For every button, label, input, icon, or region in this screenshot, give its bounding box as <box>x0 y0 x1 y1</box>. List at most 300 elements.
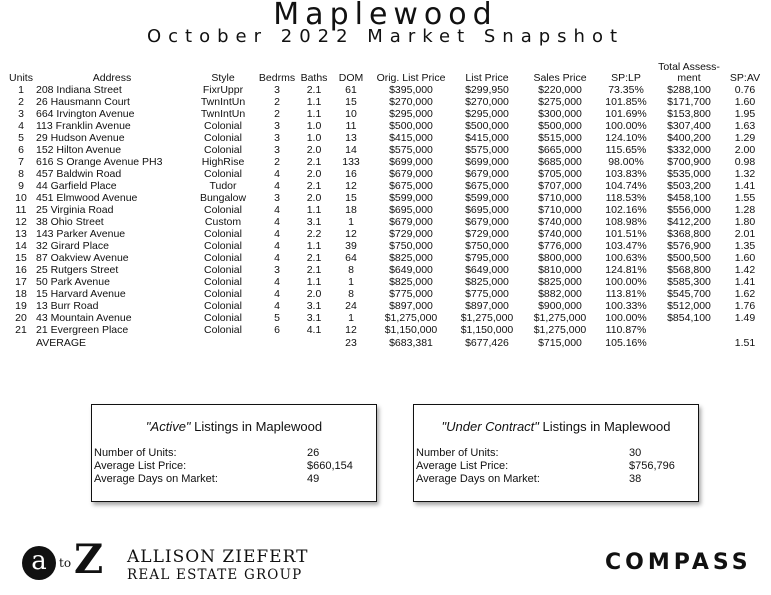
cell-baths: 1.1 <box>306 108 322 120</box>
cell-unit-number: 17 <box>15 276 27 288</box>
cell-sp-av: 1.42 <box>734 264 756 276</box>
cell-total-assessment: $545,700 <box>667 288 711 300</box>
brand-name: ALLISON ZIEFERT <box>127 547 309 567</box>
cell-sp-av: 1.95 <box>734 108 756 120</box>
cell-baths: 2.1 <box>306 84 322 96</box>
cell-sales-price: $740,000 <box>538 216 582 228</box>
cell-dom: 1 <box>348 312 354 324</box>
cell-sp-av: 0.76 <box>734 84 756 96</box>
cell-list-price: $649,000 <box>465 264 509 276</box>
cell-total-assessment: $458,100 <box>667 192 711 204</box>
cell-sales-price: $710,000 <box>538 204 582 216</box>
cell-bedrooms: 5 <box>274 312 280 324</box>
contract-avg-price-label: Average List Price: <box>416 460 509 472</box>
cell-sp-lp: 108.98% <box>605 216 647 228</box>
cell-sales-price: $500,000 <box>538 120 582 132</box>
cell-total-assessment: $412,200 <box>667 216 711 228</box>
cell-sp-av: 1.55 <box>734 192 756 204</box>
table-row <box>6 228 766 240</box>
cell-bedrooms: 4 <box>274 240 280 252</box>
cell-style: Colonial <box>204 252 242 264</box>
cell-sp-lp: 73.35% <box>608 84 644 96</box>
col-list-price: List Price <box>465 72 509 84</box>
cell-list-price: $729,000 <box>465 228 509 240</box>
cell-sp-lp: 118.53% <box>605 192 647 204</box>
cell-address: 32 Girard Place <box>36 240 109 252</box>
col-style: Style <box>211 72 235 84</box>
avg-sp-av: 1.51 <box>734 336 756 349</box>
cell-total-assessment: $700,900 <box>667 156 711 168</box>
market-table <box>6 62 766 349</box>
cell-baths: 2.1 <box>306 264 322 276</box>
cell-address: 21 Evergreen Place <box>36 324 129 336</box>
contract-units-label: Number of Units: <box>416 447 499 459</box>
a-to-z-logo-to: to <box>59 556 72 570</box>
cell-bedrooms: 2 <box>274 156 280 168</box>
cell-bedrooms: 3 <box>274 264 280 276</box>
cell-sp-av: 1.63 <box>734 120 756 132</box>
cell-orig-list-price: $729,000 <box>389 228 433 240</box>
cell-sp-av: 1.41 <box>734 276 756 288</box>
cell-dom: 8 <box>348 264 354 276</box>
cell-baths: 2.2 <box>306 228 322 240</box>
cell-orig-list-price: $599,000 <box>389 192 433 204</box>
cell-list-price: $897,000 <box>465 300 509 312</box>
cell-bedrooms: 4 <box>274 300 280 312</box>
col-total-assessment-line2: ment <box>677 72 701 84</box>
active-avg-price-label: Average List Price: <box>94 460 187 472</box>
table-row <box>6 108 766 120</box>
cell-orig-list-price: $679,000 <box>389 168 433 180</box>
cell-dom: 12 <box>345 324 357 336</box>
cell-baths: 2.1 <box>306 180 322 192</box>
cell-style: FixrUppr <box>202 84 244 96</box>
cell-bedrooms: 3 <box>274 144 280 156</box>
cell-sales-price: $300,000 <box>538 108 582 120</box>
cell-sp-lp: 100.00% <box>605 120 647 132</box>
cell-sp-av: 2.01 <box>734 228 756 240</box>
cell-list-price: $415,000 <box>465 132 509 144</box>
cell-total-assessment: $400,200 <box>667 132 711 144</box>
cell-sp-av: 1.60 <box>734 252 756 264</box>
table-row <box>6 216 766 228</box>
table-row <box>6 144 766 156</box>
a-to-z-logo-z: Z <box>74 536 104 583</box>
cell-sp-lp: 100.33% <box>605 300 647 312</box>
cell-orig-list-price: $699,000 <box>389 156 433 168</box>
cell-unit-number: 5 <box>18 132 24 144</box>
cell-sp-av: 1.49 <box>734 312 756 324</box>
contract-avg-dom-value: 38 <box>629 473 642 485</box>
table-row <box>6 324 766 336</box>
cell-dom: 18 <box>345 204 357 216</box>
cell-total-assessment: $512,000 <box>667 300 711 312</box>
cell-bedrooms: 4 <box>274 204 280 216</box>
cell-bedrooms: 4 <box>274 252 280 264</box>
cell-sales-price: $882,000 <box>538 288 582 300</box>
cell-style: Colonial <box>204 132 242 144</box>
contract-units-value: 30 <box>629 447 642 459</box>
cell-sp-av: 1.60 <box>734 96 756 108</box>
cell-unit-number: 7 <box>18 156 24 168</box>
avg-sp-lp: 105.16% <box>605 336 647 349</box>
cell-bedrooms: 4 <box>274 288 280 300</box>
cell-orig-list-price: $675,000 <box>389 180 433 192</box>
cell-orig-list-price: $1,150,000 <box>384 324 438 336</box>
cell-dom: 1 <box>348 216 354 228</box>
cell-unit-number: 12 <box>15 216 27 228</box>
cell-sales-price: $220,000 <box>538 84 582 96</box>
cell-baths: 1.1 <box>306 276 322 288</box>
cell-sp-lp: 101.85% <box>605 96 647 108</box>
a-to-z-logo-circle: a <box>22 546 56 580</box>
cell-sp-lp: 98.00% <box>608 156 644 168</box>
contract-box-title-em: "Under Contract" <box>441 419 539 434</box>
cell-sp-av: 1.28 <box>734 204 756 216</box>
cell-style: Colonial <box>204 168 242 180</box>
table-row <box>6 204 766 216</box>
cell-address: 38 Ohio Street <box>36 216 104 228</box>
cell-address: 451 Elmwood Avenue <box>36 192 138 204</box>
cell-unit-number: 6 <box>18 144 24 156</box>
cell-address: 143 Parker Avenue <box>36 228 126 240</box>
cell-orig-list-price: $825,000 <box>389 276 433 288</box>
contract-box-title-rest: Listings in Maplewood <box>538 419 671 434</box>
active-units-value: 26 <box>307 447 320 459</box>
cell-orig-list-price: $649,000 <box>389 264 433 276</box>
table-row <box>6 96 766 108</box>
cell-address: 50 Park Avenue <box>36 276 110 288</box>
cell-baths: 2.0 <box>306 288 322 300</box>
col-sales-price: Sales Price <box>533 72 587 84</box>
cell-style: Tudor <box>209 180 237 192</box>
cell-dom: 12 <box>345 180 357 192</box>
table-row <box>6 276 766 288</box>
avg-cell-empty <box>188 336 258 349</box>
cell-orig-list-price: $295,000 <box>389 108 433 120</box>
cell-unit-number: 20 <box>15 312 27 324</box>
cell-sp-lp: 103.83% <box>605 168 647 180</box>
cell-sp-av: 1.41 <box>734 180 756 192</box>
cell-total-assessment: $585,300 <box>667 276 711 288</box>
cell-style: HighRise <box>201 156 245 168</box>
cell-address: 457 Baldwin Road <box>36 168 122 180</box>
cell-baths: 1.0 <box>306 132 322 144</box>
cell-bedrooms: 4 <box>274 180 280 192</box>
cell-sales-price: $740,000 <box>538 228 582 240</box>
cell-orig-list-price: $679,000 <box>389 216 433 228</box>
cell-address: 43 Mountain Avenue <box>36 312 132 324</box>
cell-total-assessment: $500,500 <box>667 252 711 264</box>
cell-list-price: $825,000 <box>465 276 509 288</box>
cell-sp-lp: 113.81% <box>605 288 647 300</box>
contract-box-title <box>414 419 698 434</box>
cell-dom: 64 <box>345 252 357 264</box>
cell-style: Colonial <box>204 144 242 156</box>
cell-sales-price: $1,275,000 <box>533 324 587 336</box>
cell-sp-av <box>724 324 766 336</box>
cell-total-assessment: $153,800 <box>667 108 711 120</box>
cell-orig-list-price: $825,000 <box>389 252 433 264</box>
cell-unit-number: 8 <box>18 168 24 180</box>
table-row <box>6 192 766 204</box>
cell-baths: 2.0 <box>306 168 322 180</box>
cell-sp-lp: 104.74% <box>605 180 647 192</box>
cell-dom: 12 <box>345 228 357 240</box>
cell-baths: 1.0 <box>306 120 322 132</box>
cell-list-price: $679,000 <box>465 216 509 228</box>
col-total-assessment-line1: Total Assess- <box>658 61 720 73</box>
cell-total-assessment: $368,800 <box>667 228 711 240</box>
cell-dom: 10 <box>345 108 357 120</box>
table-row <box>6 288 766 300</box>
avg-cell-empty <box>296 336 332 349</box>
col-sp-lp: SP:LP <box>611 72 641 84</box>
cell-orig-list-price: $270,000 <box>389 96 433 108</box>
col-dom: DOM <box>338 72 364 84</box>
cell-baths: 2.1 <box>306 156 322 168</box>
cell-orig-list-price: $395,000 <box>389 84 433 96</box>
cell-unit-number: 15 <box>15 252 27 264</box>
cell-sp-av: 1.32 <box>734 168 756 180</box>
active-avg-price-value: $660,154 <box>307 460 353 472</box>
cell-style: Colonial <box>204 324 242 336</box>
cell-baths: 3.1 <box>306 216 322 228</box>
cell-sales-price: $710,000 <box>538 192 582 204</box>
cell-total-assessment: $171,700 <box>667 96 711 108</box>
cell-baths: 4.1 <box>306 324 322 336</box>
cell-sales-price: $776,000 <box>538 240 582 252</box>
cell-address: 664 Irvington Avenue <box>36 108 135 120</box>
cell-orig-list-price: $897,000 <box>389 300 433 312</box>
cell-list-price: $695,000 <box>465 204 509 216</box>
cell-list-price: $599,000 <box>465 192 509 204</box>
cell-total-assessment: $332,000 <box>667 144 711 156</box>
cell-dom: 15 <box>345 96 357 108</box>
cell-baths: 2.0 <box>306 192 322 204</box>
cell-sp-av: 0.98 <box>734 156 756 168</box>
cell-sp-lp: 100.00% <box>605 276 647 288</box>
cell-total-assessment: $503,200 <box>667 180 711 192</box>
cell-list-price: $270,000 <box>465 96 509 108</box>
table-row <box>6 312 766 324</box>
cell-baths: 3.1 <box>306 300 322 312</box>
brand-subtitle: REAL ESTATE GROUP <box>127 567 303 583</box>
cell-total-assessment: $568,800 <box>667 264 711 276</box>
active-units-label: Number of Units: <box>94 447 177 459</box>
cell-dom: 61 <box>345 84 357 96</box>
cell-style: Custom <box>204 216 242 228</box>
avg-label: AVERAGE <box>36 336 86 349</box>
cell-unit-number: 16 <box>15 264 27 276</box>
col-baths: Baths <box>300 72 328 84</box>
cell-orig-list-price: $575,000 <box>389 144 433 156</box>
cell-unit-number: 9 <box>18 180 24 192</box>
cell-style: Colonial <box>204 240 242 252</box>
table-row <box>6 168 766 180</box>
cell-address: 25 Rutgers Street <box>36 264 119 276</box>
active-box-title-rest: Listings in Maplewood <box>190 419 323 434</box>
table-row <box>6 252 766 264</box>
under-contract-box <box>413 404 699 502</box>
col-address: Address <box>92 72 132 84</box>
cell-unit-number: 4 <box>18 120 24 132</box>
active-box-title-em: "Active" <box>145 419 191 434</box>
cell-orig-list-price: $500,000 <box>389 120 433 132</box>
cell-total-assessment <box>654 324 724 336</box>
cell-sp-av: 1.80 <box>734 216 756 228</box>
table-row <box>6 264 766 276</box>
avg-sales-price: $715,000 <box>538 336 582 349</box>
cell-total-assessment: $535,000 <box>667 168 711 180</box>
cell-baths: 2.1 <box>306 252 322 264</box>
cell-orig-list-price: $695,000 <box>389 204 433 216</box>
cell-style: Colonial <box>204 228 242 240</box>
cell-unit-number: 3 <box>18 108 24 120</box>
cell-unit-number: 14 <box>15 240 27 252</box>
cell-unit-number: 19 <box>15 300 27 312</box>
cell-dom: 133 <box>342 156 360 168</box>
cell-sales-price: $707,000 <box>538 180 582 192</box>
cell-sp-lp: 102.16% <box>605 204 647 216</box>
cell-list-price: $295,000 <box>465 108 509 120</box>
cell-dom: 16 <box>345 168 357 180</box>
cell-bedrooms: 2 <box>274 96 280 108</box>
cell-total-assessment: $576,900 <box>667 240 711 252</box>
cell-address: 152 Hilton Avenue <box>36 144 122 156</box>
cell-sales-price: $685,000 <box>538 156 582 168</box>
cell-sp-lp: 100.00% <box>605 312 647 324</box>
cell-address: 29 Hudson Avenue <box>36 132 125 144</box>
cell-total-assessment: $854,100 <box>667 312 711 324</box>
cell-sales-price: $705,000 <box>538 168 582 180</box>
cell-style: Colonial <box>204 300 242 312</box>
cell-bedrooms: 3 <box>274 84 280 96</box>
cell-sp-lp: 115.65% <box>605 144 647 156</box>
cell-sp-av: 1.35 <box>734 240 756 252</box>
cell-total-assessment: $288,100 <box>667 84 711 96</box>
cell-sp-av: 1.29 <box>734 132 756 144</box>
cell-sp-lp: 100.63% <box>605 252 647 264</box>
cell-sp-av: 2.00 <box>734 144 756 156</box>
cell-dom: 11 <box>345 120 357 132</box>
cell-sp-lp: 101.51% <box>605 228 647 240</box>
cell-address: 25 Virginia Road <box>36 204 114 216</box>
cell-bedrooms: 2 <box>274 108 280 120</box>
col-total-assessment <box>654 62 724 84</box>
cell-unit-number: 2 <box>18 96 24 108</box>
cell-style: Colonial <box>204 120 242 132</box>
cell-sales-price: $810,000 <box>538 264 582 276</box>
cell-list-price: $679,000 <box>465 168 509 180</box>
avg-cell-empty <box>654 336 724 349</box>
cell-list-price: $299,950 <box>465 84 509 96</box>
cell-address: 208 Indiana Street <box>36 84 122 96</box>
cell-address: 15 Harvard Avenue <box>36 288 126 300</box>
cell-address: 113 Franklin Avenue <box>36 120 131 132</box>
active-listings-box <box>91 404 377 502</box>
table-row <box>6 120 766 132</box>
table-row <box>6 132 766 144</box>
active-box-title <box>92 419 376 434</box>
cell-bedrooms: 3 <box>274 192 280 204</box>
table-header-row <box>6 62 766 84</box>
cell-sales-price: $800,000 <box>538 252 582 264</box>
avg-list-price: $677,426 <box>465 336 509 349</box>
cell-sales-price: $275,000 <box>538 96 582 108</box>
active-avg-dom-value: 49 <box>307 473 320 485</box>
cell-bedrooms: 4 <box>274 216 280 228</box>
cell-sp-lp: 124.10% <box>605 132 647 144</box>
cell-list-price: $1,150,000 <box>460 324 514 336</box>
cell-style: Bungalow <box>199 192 247 204</box>
cell-list-price: $575,000 <box>465 144 509 156</box>
page-title: Maplewood <box>273 0 498 32</box>
cell-address: 87 Oakview Avenue <box>36 252 129 264</box>
table-row <box>6 300 766 312</box>
cell-list-price: $699,000 <box>465 156 509 168</box>
cell-list-price: $500,000 <box>465 120 509 132</box>
cell-dom: 39 <box>345 240 357 252</box>
table-row <box>6 180 766 192</box>
page-subtitle: October 2022 Market Snapshot <box>146 26 625 47</box>
cell-orig-list-price: $415,000 <box>389 132 433 144</box>
cell-style: Colonial <box>204 276 242 288</box>
cell-bedrooms: 4 <box>274 276 280 288</box>
cell-sp-lp: 110.87% <box>605 324 647 336</box>
cell-baths: 2.0 <box>306 144 322 156</box>
cell-orig-list-price: $1,275,000 <box>384 312 438 324</box>
contract-avg-price-value: $756,796 <box>629 460 675 472</box>
cell-dom: 13 <box>345 132 357 144</box>
cell-unit-number: 21 <box>15 324 27 336</box>
cell-sp-lp: 101.69% <box>605 108 647 120</box>
avg-cell-empty <box>258 336 296 349</box>
cell-list-price: $1,275,000 <box>460 312 514 324</box>
table-row <box>6 156 766 168</box>
cell-address: 44 Garfield Place <box>36 180 117 192</box>
cell-bedrooms: 3 <box>274 132 280 144</box>
cell-list-price: $795,000 <box>465 252 509 264</box>
cell-list-price: $750,000 <box>465 240 509 252</box>
col-orig-list-price: Orig. List Price <box>376 72 446 84</box>
cell-sp-lp: 124.81% <box>605 264 647 276</box>
table-row <box>6 240 766 252</box>
cell-style: Colonial <box>204 288 242 300</box>
cell-sales-price: $825,000 <box>538 276 582 288</box>
cell-orig-list-price: $750,000 <box>389 240 433 252</box>
col-sp-av: SP:AV <box>729 72 761 84</box>
cell-style: Colonial <box>204 204 242 216</box>
avg-cell-empty <box>6 336 36 349</box>
cell-sales-price: $900,000 <box>538 300 582 312</box>
cell-dom: 8 <box>348 288 354 300</box>
cell-dom: 1 <box>348 276 354 288</box>
col-units: Units <box>9 72 33 84</box>
table-row <box>6 84 766 96</box>
cell-bedrooms: 4 <box>274 168 280 180</box>
cell-unit-number: 1 <box>18 84 24 96</box>
cell-unit-number: 13 <box>15 228 27 240</box>
compass-logo: COMPASS <box>605 550 752 575</box>
cell-style: TwnIntUn <box>200 108 246 120</box>
cell-address: 616 S Orange Avenue PH3 <box>36 156 163 168</box>
col-bedrms: Bedrms <box>258 72 296 84</box>
cell-bedrooms: 4 <box>274 228 280 240</box>
cell-style: Colonial <box>204 264 242 276</box>
contract-avg-dom-label: Average Days on Market: <box>416 473 540 485</box>
cell-bedrooms: 3 <box>274 120 280 132</box>
